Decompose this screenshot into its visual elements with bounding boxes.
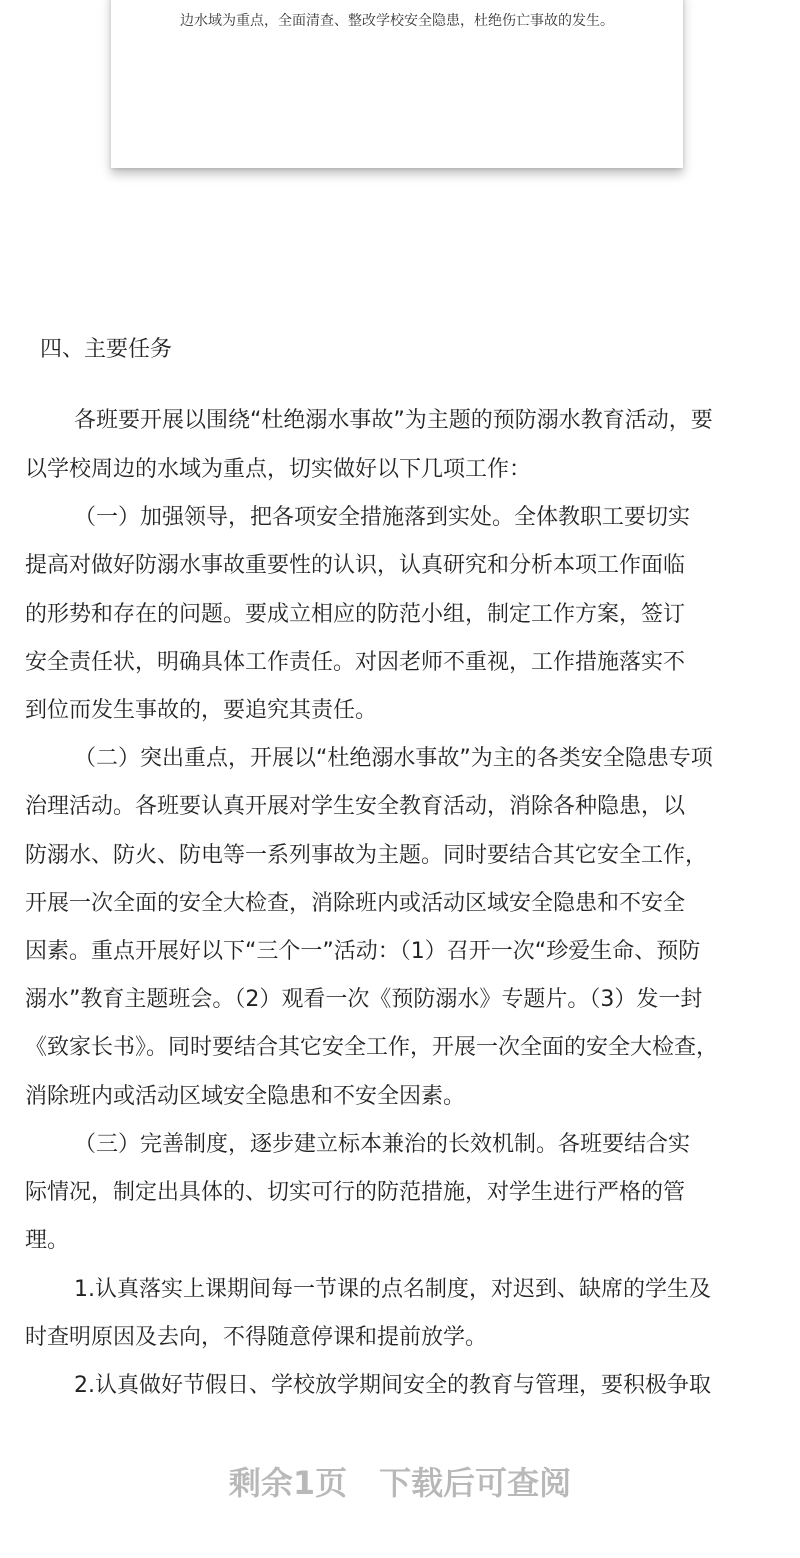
- paragraph-line: （二）突出重点，开展以“杜绝溺水事故”为主的各类安全隐患专项: [74, 746, 713, 771]
- paragraph-line: 安全责任状，明确具体工作责任。对因老师不重视，工作措施落实不: [25, 650, 686, 675]
- paragraph-line: 的形势和存在的问题。要成立相应的防范小组，制定工作方案，签订: [25, 602, 686, 627]
- paragraph-line: 提高对做好防溺水事故重要性的认识，认真研究和分析本项工作面临: [25, 553, 686, 578]
- paragraph-line: 开展一次全面的安全大检查，消除班内或活动区域安全隐患和不安全: [25, 891, 686, 916]
- paragraph-line: 际情况，制定出具体的、切实可行的防范措施，对学生进行严格的管: [25, 1180, 686, 1205]
- paragraph-line: 防溺水、防火、防电等一系列事故为主题。同时要结合其它安全工作，: [25, 843, 708, 868]
- paragraph-line: 时查明原因及去向，不得随意停课和提前放学。: [25, 1325, 488, 1350]
- paragraph-line: 各班要开展以围绕“杜绝溺水事故”为主题的预防溺水教育活动，要: [74, 408, 713, 433]
- preview-page-card: [111, 0, 683, 168]
- paragraph-line: 溺水”教育主题班会。（2）观看一次《预防溺水》专题片。（3）发一封: [25, 987, 703, 1012]
- preview-page-text: 边水域为重点，全面清查、整改学校安全隐患，杜绝伤亡事故的发生。: [180, 13, 614, 29]
- paragraph-line: 到位而发生事故的，要追究其责任。: [25, 698, 378, 723]
- paragraph-line: （三）完善制度，逐步建立标本兼治的长效机制。各班要结合实: [74, 1132, 691, 1157]
- paragraph-line: 2.认真做好节假日、学校放学期间安全的教育与管理，要积极争取: [74, 1373, 711, 1398]
- paragraph-line: 1.认真落实上课期间每一节课的点名制度，对迟到、缺席的学生及: [74, 1277, 711, 1302]
- paragraph-line: 因素。重点开展好以下“三个一”活动：（1）召开一次“珍爱生命、预防: [25, 939, 701, 964]
- section-heading: 四、主要任务: [40, 337, 173, 362]
- paragraph-line: 消除班内或活动区域安全隐患和不安全因素。: [25, 1084, 466, 1109]
- paragraph-line: 理。: [25, 1228, 70, 1253]
- paragraph-line: （一）加强领导，把各项安全措施落到实处。全体教职工要切实: [74, 505, 691, 530]
- paragraph-line: 治理活动。各班要认真开展对学生安全教育活动，消除各种隐患，以: [25, 794, 686, 819]
- paragraph-line: 《致家长书》。同时要结合其它安全工作，开展一次全面的安全大检查，: [25, 1035, 719, 1060]
- paragraph-line: 以学校周边的水域为重点，切实做好以下几项工作：: [25, 457, 532, 482]
- remaining-pages-download-prompt[interactable]: 剩余1页 下载后可查阅: [228, 1464, 572, 1502]
